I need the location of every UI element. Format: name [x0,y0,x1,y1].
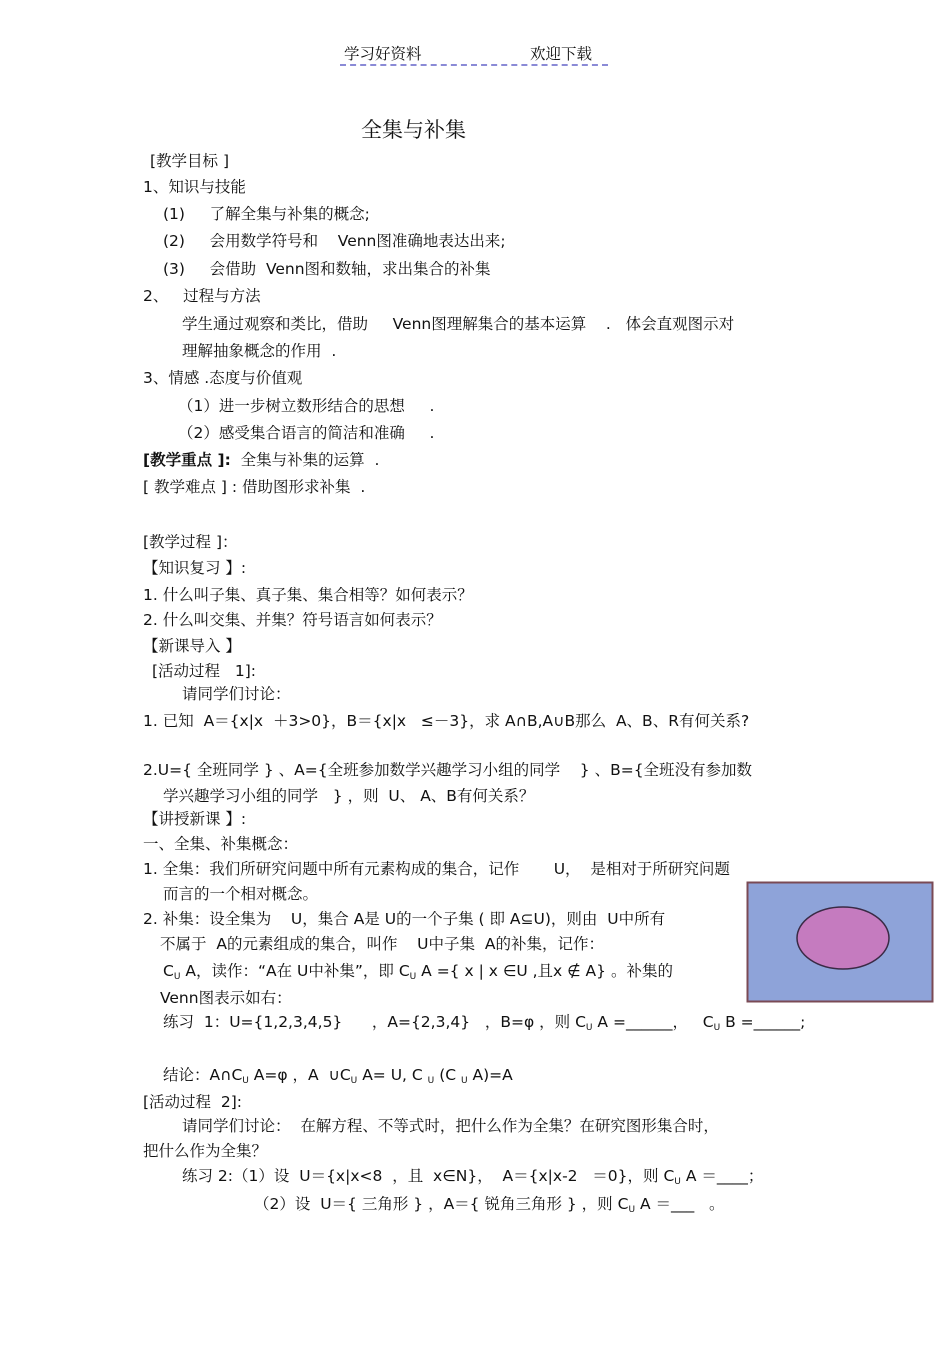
example-2a: 2.U={ 全班同学 } 、A={全班参加数学兴趣学习小组的同学 } 、B={全班没有参加数 [143,761,753,779]
complement-subscript: U [350,1076,358,1086]
concept-universal-a: 1. 全集：我们所研究问题中所有元素构成的集合，记作 U， 是相对于所研究问题 [143,860,730,878]
exercise-1-text: 练习 1：U={1,2,3,4,5} ，A={2,3,4} ，B=φ ，则 C [163,1013,586,1031]
review-question-2: 2. 什么叫交集、并集？符号语言如何表示？ [143,611,442,629]
conclusion-part-a: A=φ ，A ∪C [248,1066,351,1084]
header-left: 学习好资料 [344,45,422,63]
concept-universal-b: 而言的一个相对概念。 [163,885,319,903]
complement-subscript: U [242,1076,249,1086]
complement-subscript: U [713,1023,721,1033]
complement-subscript: U [674,1177,681,1187]
activity-1-heading: [活动过程 1]: [152,662,256,680]
exercise-2a-blank: A ＝____； [680,1167,764,1185]
key-point [143,450,379,470]
objective-section-1: 1、知识与技能 [143,178,246,196]
header-right: 欢迎下载 [530,45,593,63]
review-heading: 【知识复习 】: [143,559,247,577]
complement-subscript: U [585,1023,593,1033]
exercise-2b-blank: A ＝___ 。 [635,1195,725,1213]
concept-heading: 一、全集、补集概念： [143,835,299,853]
complement-symbol: C [163,962,174,980]
complement-subscript: U [628,1205,636,1215]
objective-paragraph-2b: 理解抽象概念的作用 . [182,342,337,360]
exercise-2b-text: （2）设 U＝{ 三角形 } ，A＝{ 锐角三角形 } ，则 C [254,1195,629,1213]
complement-subscript: U [427,1076,435,1086]
objective-paragraph-2a: 学生通过观察和类比，借助 Venn图理解集合的基本运算 . 体会直观图示对 [182,315,735,333]
objective-section-2: 2、 过程与方法 [143,287,261,305]
conclusion-part-c: (C [434,1066,461,1084]
activity-2-heading: [活动过程 2]: [143,1093,243,1111]
page-header [340,42,608,66]
objectives-heading: [教学目标 ] [150,152,230,170]
exercise-1-blank-a: A =______， C [592,1013,714,1031]
example-2b: 学兴趣学习小组的同学 } ，则 U、 A、B有何关系？ [163,787,535,805]
objective-item-3-1: （1）进一步树立数形结合的思想 . [178,397,435,415]
complement-reading: A，读作：“A在 U中补集”，即 C [180,962,410,980]
complement-subscript: U [173,972,181,982]
process-heading: [教学过程 ]： [143,533,238,551]
lecture-heading: 【讲授新课 】: [143,810,247,828]
exercise-2a [182,1166,763,1192]
discuss-2a: 请同学们讨论： 在解方程、不等式时，把什么作为全集？在研究图形集合时， [182,1117,719,1135]
objective-item-2: (2) 会用数学符号和 Venn图准确地表达出来; [163,232,506,250]
discuss-prompt: 请同学们讨论： [182,685,291,703]
concept-complement-c [163,961,673,987]
exercise-1-blank-b: B =______; [720,1013,806,1031]
venn-diagram [746,881,934,1003]
venn-caption: Venn图表示如右： [160,989,292,1007]
complement-subscript: U [461,1076,468,1086]
venn-subset-a [797,907,889,969]
exercise-2b [254,1194,725,1220]
objective-item-3: (3) 会借助 Venn图和数轴，求出集合的补集 [163,260,491,278]
page-title: 全集与补集 [361,118,466,142]
intro-heading: 【新课导入 】 [143,637,241,655]
objective-item-1: (1) 了解全集与补集的概念; [163,205,370,223]
objective-item-3-2: （2）感受集合语言的简洁和准确 . [178,424,435,442]
conclusion-part-b: A= U, C [357,1066,428,1084]
concept-complement-a: 2. 补集：设全集为 U，集合 A是 U的一个子集 ( 即 A⊆U)，则由 U中所有 [143,910,666,928]
conclusion-text: 结论：A∩C [163,1066,243,1084]
review-question-1: 1. 什么叫子集、真子集、集合相等？如何表示？ [143,586,473,604]
exercise-1 [163,1012,805,1038]
complement-subscript: U [409,972,417,982]
key-point-text: 全集与补集的运算 . [230,451,380,469]
objective-section-3: 3、情感 .态度与价值观 [143,369,303,387]
difficulty-point: [ 教学难点 ] : 借助图形求补集 . [143,478,366,496]
key-point-label: [教学重点 ]: [143,451,231,469]
conclusion [163,1065,513,1091]
discuss-2b: 把什么作为全集？ [143,1142,268,1160]
concept-complement-b: 不属于 A的元素组成的集合，叫作 U中子集 A的补集，记作： [160,935,604,953]
conclusion-part-d: A)=A [467,1066,513,1084]
exercise-2a-text: 练习 2:（1）设 U＝{x|x<8 ，且 x∈N}， A＝{x|x-2 ＝0}，则 C [182,1167,675,1185]
complement-definition: A ={ x | x ∈U ,且x ∉ A} 。补集的 [416,962,673,980]
example-1: 1. 已知 A＝{x|x ＋3>0}，B＝{x|x ≤－3}，求 A∩B,A∪B那么 A、B、R有何关系? [143,712,750,730]
